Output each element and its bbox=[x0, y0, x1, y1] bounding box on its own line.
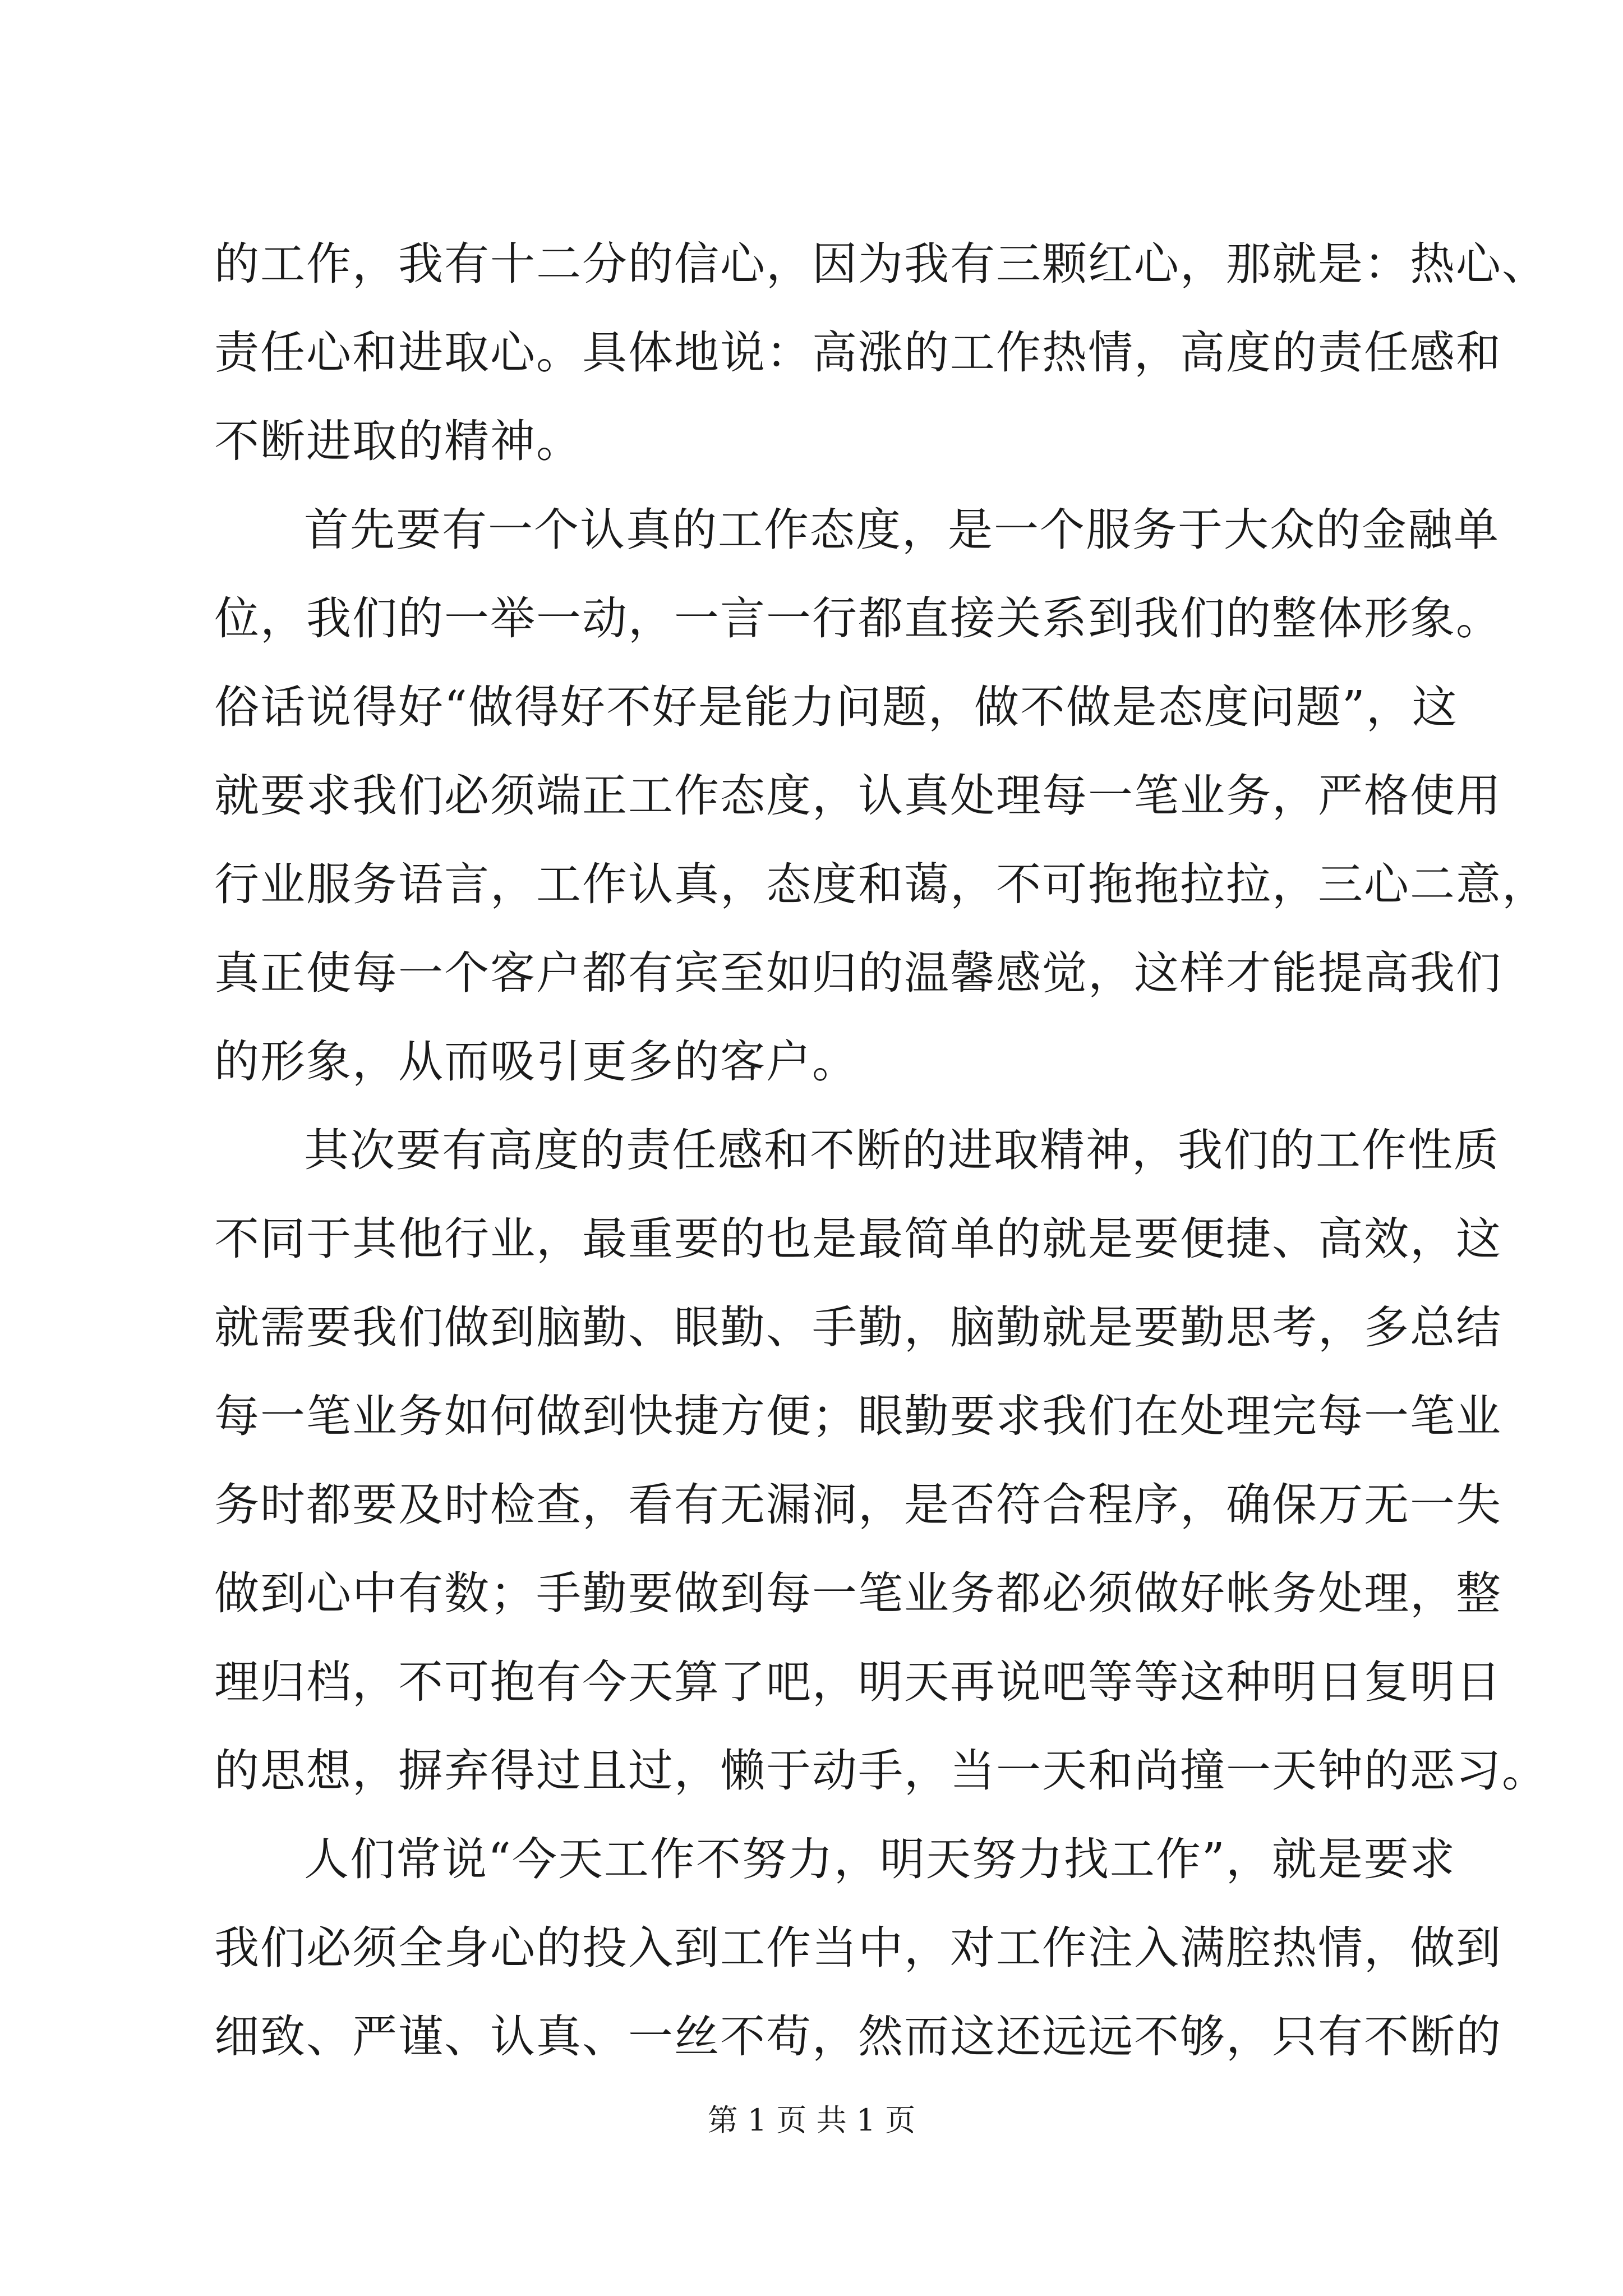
text-line: 不断进取的精神。 bbox=[214, 415, 582, 467]
page-footer: 第 1 页 共 1 页 bbox=[707, 2102, 916, 2138]
text-line: 位，我们的一举一动，一言一行都直接关系到我们的整体形象。 bbox=[214, 592, 1502, 645]
text-line: 人们常说“今天工作不努力，明天努力找工作”，就是要求 bbox=[304, 1833, 1456, 1885]
text-line: 其次要有高度的责任感和不断的进取精神，我们的工作性质 bbox=[304, 1124, 1500, 1176]
text-line: 责任心和进取心。具体地说：高涨的工作热情，高度的责任感和 bbox=[214, 326, 1502, 379]
text-line: 的形象，从而吸引更多的客户。 bbox=[214, 1036, 858, 1088]
text-line: 做到心中有数；手勤要做到每一笔业务都必须做好帐务处理，整 bbox=[214, 1567, 1502, 1619]
paragraph-3 bbox=[214, 1106, 1548, 1815]
paragraph-4 bbox=[214, 1815, 1502, 2081]
text-line: 的工作，我有十二分的信心，因为我有三颗红心，那就是：热心、 bbox=[214, 238, 1548, 290]
text-line: 理归档，不可抱有今天算了吧，明天再说吧等等这种明日复明日 bbox=[214, 1656, 1502, 1708]
text-line: 俗话说得好“做得好不好是能力问题，做不做是态度问题”，这 bbox=[214, 681, 1458, 733]
text-line: 真正使每一个客户都有宾至如归的温馨感觉，这样才能提高我们 bbox=[214, 947, 1502, 999]
text-line: 行业服务语言，工作认真，态度和蔼，不可拖拖拉拉，三心二意， bbox=[214, 858, 1548, 910]
text-line: 就需要我们做到脑勤、眼勤、手勤，脑勤就是要勤思考，多总结 bbox=[214, 1301, 1502, 1354]
text-line: 的思想，摒弃得过且过，懒于动手，当一天和尚撞一天钟的恶习。 bbox=[214, 1745, 1548, 1797]
text-line: 就要求我们必须端正工作态度，认真处理每一笔业务，严格使用 bbox=[214, 770, 1502, 822]
text-line: 每一笔业务如何做到快捷方便；眼勤要求我们在处理完每一笔业 bbox=[214, 1390, 1502, 1442]
text-line: 务时都要及时检查，看有无漏洞，是否符合程序，确保万无一失 bbox=[214, 1479, 1502, 1531]
text-line: 首先要有一个认真的工作态度，是一个服务于大众的金融单 bbox=[304, 504, 1500, 556]
text-line: 我们必须全身心的投入到工作当中，对工作注入满腔热情，做到 bbox=[214, 1922, 1502, 1974]
body-text bbox=[214, 220, 1548, 2081]
text-line: 不同于其他行业，最重要的也是最简单的就是要便捷、高效，这 bbox=[214, 1213, 1502, 1265]
paragraph-1 bbox=[214, 220, 1548, 486]
text-line: 细致、严谨、认真、一丝不苟，然而这还远远不够，只有不断的 bbox=[214, 2010, 1502, 2063]
paragraph-2 bbox=[214, 486, 1548, 1106]
